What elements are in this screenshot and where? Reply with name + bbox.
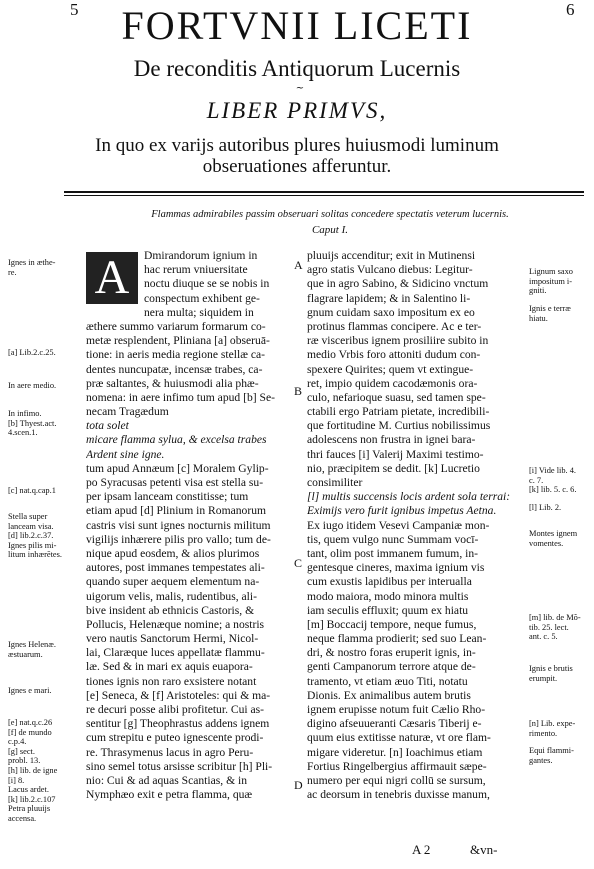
text-line: necam Tragædum [86, 405, 169, 419]
text-line: tant, olim post immanem fumum, in- [307, 546, 478, 560]
text-line: noctu diuque se se nobis in [144, 277, 270, 291]
book-subtitle: De reconditis Antiquorum Lucernis [133, 56, 461, 81]
text-line: nio, præcipitem se dedit. [k] Lucretio [307, 461, 480, 475]
text-line: Dmirandorum ignium in [144, 249, 258, 262]
margin-note [529, 746, 591, 765]
text-line: iam seculis effluxit; quum ex hiatu [307, 603, 469, 617]
margin-note-line: [i] Vide lib. 4. [529, 466, 577, 475]
margin-note-line: [k] lib. 5. c. 6. [529, 485, 577, 495]
margin-note-line: [d] lib.2.c.37. [8, 531, 54, 541]
margin-note-line: impositum i- [529, 276, 573, 286]
text-line: adolescens non frustra in ignei bara- [307, 433, 476, 447]
margin-note-line: c.p.4. [8, 737, 27, 747]
text-line: dentes nuncupatæ, incensæ trabes, ca- [86, 362, 263, 376]
text-line: Dionis. Ex animalibus autem brutis [307, 688, 471, 702]
text-line: ctabili ergo Patriam pietate, incredibili- [307, 405, 490, 419]
margin-note-line: Ignes in æthe- [8, 258, 56, 267]
margin-note-line: In aere medio. [8, 381, 57, 390]
text-line: vero nautis Sanctorum Hermi, Nicol- [86, 632, 259, 646]
liber-description [0, 135, 594, 177]
text-line: ræ visceribus ignem prosiliire subito in [307, 334, 489, 348]
margin-note-line: Ignes e mari. [8, 686, 52, 695]
text-line: bive insident ab ethnicis Castoris, & [86, 603, 255, 617]
margin-note [529, 529, 591, 548]
margin-note-line: [g] sect. [8, 746, 35, 756]
margin-note-line: vomentes. [529, 538, 564, 548]
right-text-column [307, 249, 527, 802]
margin-note [8, 686, 70, 696]
margin-note-line: [n] Lib. expe- [529, 719, 576, 728]
text-line: tum apud Annæum [c] Moralem Gylip- [86, 461, 269, 475]
text-line: re decuri posse alibi profitetur. Cui as- [86, 703, 265, 716]
margin-note-line: hiatu. [529, 313, 548, 323]
text-line: tota solet [86, 419, 129, 433]
margin-note [529, 613, 591, 642]
liber-heading: LIBER PRIMVS, [206, 98, 388, 123]
margin-note [8, 409, 70, 438]
margin-note [529, 466, 591, 495]
margin-note-line: [i] 8. [8, 775, 25, 785]
margin-note [8, 640, 70, 659]
text-line: culo, nefarioque suasu, sed tamen spe- [307, 390, 486, 404]
text-line: tis, quem vulgo nunc Summam vocī- [307, 532, 479, 546]
margin-note-line: [f] de mundo [8, 727, 52, 737]
column-letter: C [294, 556, 303, 570]
margin-note-line: æstuarum. [8, 649, 43, 659]
text-line: Ardent sine igne. [86, 447, 165, 461]
text-line: lai, Claræque luces appellatæ flammu- [86, 646, 265, 660]
signature-mark: A 2 [412, 842, 431, 857]
text-line: autores, post immanes tempestates ali- [86, 561, 265, 575]
text-line: Pollucis, Helenæque nomine; a nostris [86, 617, 265, 631]
margin-note-line: re. [8, 267, 17, 277]
text-line: gnum cuidam saxo impositum ex eo [307, 305, 475, 319]
text-line: tione: in aeris media regione stellæ ca- [86, 348, 265, 362]
text-line: spexere Quirites; quem vt extingue- [307, 362, 474, 376]
liber-description-line: In quo ex varijs autoribus plures huiusmodi luminum [95, 135, 499, 156]
text-line: gentesque cineres, maxima ignium vis [307, 561, 485, 575]
margin-note [8, 258, 70, 277]
margin-note-line: Stella super [8, 512, 48, 521]
column-letter: A [294, 258, 303, 272]
margin-note-line: [e] nat.q.c.26 [8, 718, 53, 727]
margin-note-line: [m] lib. de Mõ- [529, 613, 581, 622]
margin-note-line: [b] Thyest.act. [8, 418, 57, 428]
margin-note [8, 718, 70, 824]
text-line: nique apud eosdem, & alios plurimos [86, 546, 260, 560]
text-line: castris visi sunt ignes nocturnis militum [86, 518, 271, 532]
margin-note [8, 512, 70, 560]
ornament: ~ [295, 83, 305, 94]
margin-note-line: [a] Lib.2.c.25. [8, 348, 56, 357]
margin-note-line: gniti. [529, 286, 547, 296]
text-line: consimiliter [307, 476, 363, 489]
text-line: cum strepitu e puteo ignescente prodi- [86, 731, 264, 745]
text-line: genti Campanorum terrore atque de- [307, 660, 476, 674]
text-line: Eximijs vero furit ignibus impetus Aetna. [307, 504, 497, 518]
text-line: digino afseuueranti Cæsaris Tiberij e- [307, 717, 482, 731]
text-line: tramento, vt etiam æuo Titi, notatu [307, 674, 468, 688]
text-line: micare flamma sylua, & excelsa trabes [86, 433, 267, 447]
margin-note-line: Ignis e terræ [529, 304, 571, 313]
chapter-caput: Caput I. [311, 224, 349, 236]
text-line: ret, impio quidem cacodæmonis ora- [307, 376, 478, 390]
text-line: nera multa; siquidem in [144, 305, 254, 319]
margin-note-line: Lignum saxo [529, 267, 573, 276]
text-line: uigorum velis, malis, rudentibus, ali- [86, 589, 257, 603]
margin-note [529, 664, 591, 683]
text-line: Fortius Ringelbergius affirmauit sæpe- [307, 759, 487, 773]
margin-note-line: accensa. [8, 813, 37, 823]
text-line: neque flamma prodierit; sed suo Lean- [307, 632, 487, 646]
text-line: po Syracusas petenti visa est stella su- [86, 476, 264, 489]
text-line: flagrare lapidem; & in Salentino li- [307, 291, 471, 305]
text-line: conspectum exhibent ge- [144, 291, 260, 305]
column-letter: B [294, 384, 303, 398]
text-line: hac rerum vniuersitate [144, 263, 248, 277]
margin-note [8, 381, 70, 391]
margin-note [529, 267, 591, 296]
margin-note-line: ant. c. 5. [529, 632, 558, 642]
margin-note-line: Montes ignem [529, 529, 578, 538]
liber-description-line: obseruationes afferuntur. [202, 156, 392, 177]
text-line: præ saltantes, & huiusmodi alia phæ- [86, 376, 259, 390]
text-line: per ipsam lanceam constitisse; tum [86, 490, 249, 504]
text-line: ac deorsum in tenebris duxisse manum, [307, 788, 490, 802]
text-line: [l] multis succensis locis ardent sola terrai: [307, 490, 511, 504]
book-title: FORTVNII LICETI [121, 3, 473, 48]
margin-note-line: [h] lib. de igne [8, 765, 58, 775]
text-line: modo maiora, modo minora multis [307, 589, 469, 603]
margin-note-line: gantes. [529, 755, 553, 765]
margin-note-line: [k] lib.2.c.107 [8, 794, 56, 804]
margin-note-line: tib. 25. lect. [529, 622, 569, 632]
text-line: quando super aequem elementum na- [86, 575, 260, 589]
margin-note-line: rimento. [529, 728, 558, 738]
text-line: re. Thrasymenus lacus in agro Peru- [86, 745, 254, 759]
text-line: etiam apud [d] Plinium in Romanorum [86, 504, 267, 518]
margin-note [529, 719, 591, 738]
text-line: migare videretur. [n] Ioachimus etiam [307, 745, 483, 759]
text-line: nomena: in aere infimo tum apud [b] Se- [86, 390, 275, 404]
margin-note [8, 486, 70, 496]
text-line: numero per equi nigri collū se sursum, [307, 773, 486, 787]
margin-note-line: Lacus ardet. [8, 785, 49, 795]
header-rule [64, 191, 584, 196]
text-line: dri, & nostro foras eruperit ignis, in- [307, 646, 476, 660]
text-line: vigilijs inhærere pilis pro vallo; tum de- [86, 532, 271, 546]
margin-note [529, 304, 591, 323]
margin-note-line: Petra pluuijs [8, 804, 51, 814]
catchword: &vn- [470, 842, 498, 857]
margin-note [529, 503, 591, 513]
text-line: [e] Seneca, & [f] Aristoteles: qui & ma- [86, 688, 271, 702]
margin-note [8, 348, 70, 358]
margin-note-line: [c] nat.q.cap.1 [8, 486, 56, 495]
text-line: quum eius extitisse naturæ, vt ore flam- [307, 731, 491, 745]
text-line: tiones ignis non raro exsistere notant [86, 674, 257, 688]
text-line: metæ resplendent, Pliniana [a] obseruā- [86, 334, 270, 348]
text-line: ignem erupisse notum fuit Cælio Rho- [307, 703, 486, 716]
margin-note-line: litum inhærētes. [8, 550, 62, 560]
page-number-right: 6 [566, 0, 575, 19]
text-line: que in agro Sabino, & Sidicino vnctum [307, 277, 489, 291]
margin-note-line: probl. 13. [8, 756, 41, 766]
text-line: medio Vrbis foro attoniti dudum con- [307, 348, 481, 362]
text-line: sino semel totus arsisse scribitur [h] Pli- [86, 759, 273, 773]
text-line: læ. Sed & in mari ex aquis euapora- [86, 660, 253, 674]
text-line: Ex iugo itidem Vesevi Campaniæ mon- [307, 518, 490, 532]
drop-cap-letter: A [94, 251, 130, 304]
margin-note-line: Equi flammi- [529, 746, 574, 755]
page-number-left: 5 [70, 0, 79, 19]
margin-note-line: In infimo. [8, 409, 42, 418]
margin-note-line: 4.scen.1. [8, 428, 38, 438]
text-line: que fortitudine M. Curtius nobilissimus [307, 419, 491, 433]
margin-note-line: c. 7. [529, 475, 544, 485]
column-letter: D [294, 778, 303, 792]
chapter-summary: Flammas admirabiles passim obseruari solitas concedere spectatis veterum lucernis. [151, 209, 509, 220]
text-line: sentitur [g] Theophrastus addens ignem [86, 717, 270, 731]
margin-note-line: Ignis e brutis [529, 664, 573, 673]
left-text-column [86, 249, 290, 802]
margin-note-line: erumpit. [529, 673, 558, 683]
text-line: cum exustis lapidibus per interualla [307, 575, 472, 589]
text-line: pluuijs accenditur; exit in Mutinensi [307, 249, 476, 262]
text-line: æthere summo variarum formarum co- [86, 319, 266, 333]
margin-note-line: [l] Lib. 2. [529, 503, 562, 512]
text-line: [m] Boccacij tempore, neque fumus, [307, 617, 477, 631]
text-line: thri fauces [i] Valerij Maximi testimo- [307, 447, 484, 461]
margin-note-line: Ignes pilis mi- [8, 540, 57, 550]
margin-note-line: lanceam visa. [8, 521, 54, 531]
text-line: protinus flammas concipere. Ac e ter- [307, 319, 482, 333]
margin-note-line: Ignes Helenæ. [8, 640, 56, 649]
text-line: Nymphæo exit e petra flamma, quæ [86, 788, 253, 802]
text-line: agro statis Vulcano diebus: Legitur- [307, 263, 473, 277]
text-line: nio: Cui & ad aquas Scantias, & in [86, 773, 248, 787]
